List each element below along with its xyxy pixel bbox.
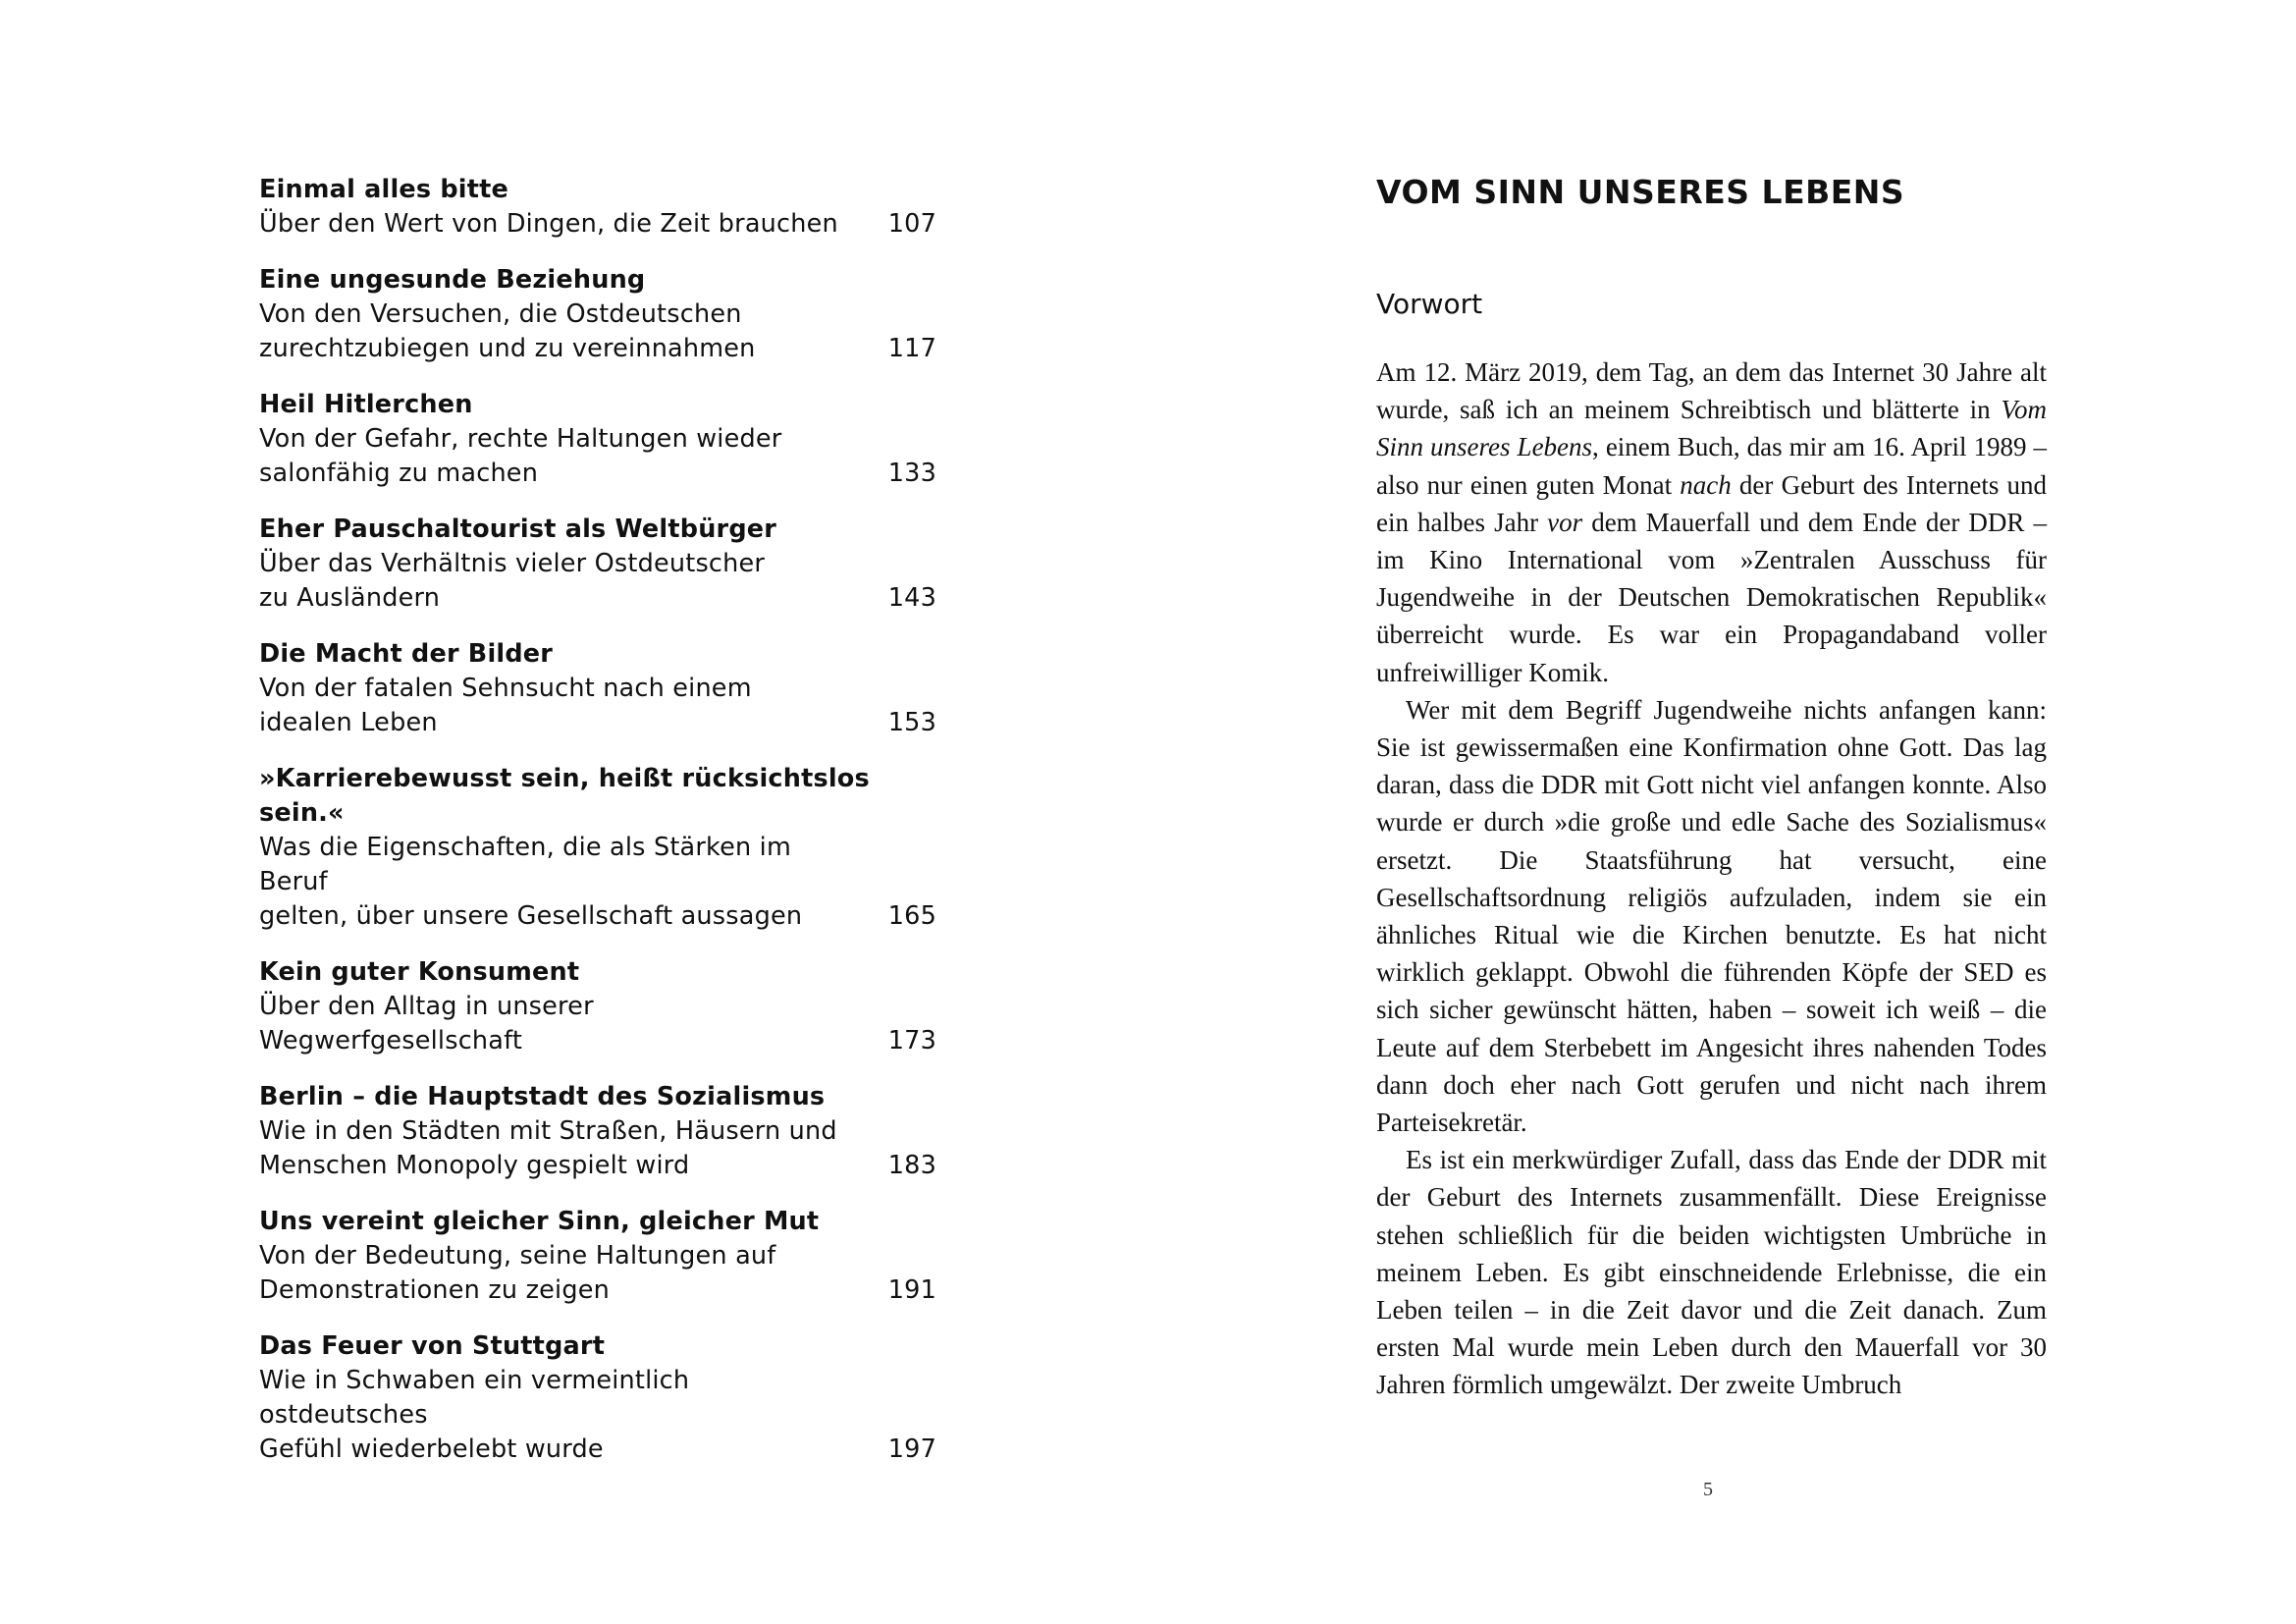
toc-entry <box>259 1080 936 1183</box>
toc-entry-subtitle: Über das Verhältnis vieler Ostdeutscher zu Ausländern <box>259 549 766 613</box>
emphasis: vor <box>1547 507 1583 537</box>
toc-entry-page: 183 <box>887 1151 936 1180</box>
toc-entry-title: Eher Pauschaltourist als Weltbürger <box>259 514 777 544</box>
page-number: 5 <box>1703 1479 1713 1500</box>
toc-entry-page: 153 <box>887 708 936 737</box>
book-title: VOM SINN UNSERES LEBENS <box>1376 173 1905 211</box>
toc-entry-page: 191 <box>887 1275 936 1305</box>
toc-entry-title: Heil Hitlerchen <box>259 390 473 419</box>
toc-entry-title: Eine ungesunde Beziehung <box>259 265 646 295</box>
toc-entry-subtitle: Wie in den Städten mit Straßen, Häusern und Menschen Monopoly gespielt wird <box>259 1116 837 1180</box>
text-run: der Geburt des Internets und ein halbes Jahr <box>1376 469 2048 537</box>
text-run: Am 12. März 2019, dem Tag, an dem das Internet 30 Jahre alt wurde, saß ich an meinem Schreibtisch und blätterte in <box>1376 357 2047 425</box>
toc-entry-subtitle: Von der fatalen Sehnsucht nach einem idealen Leben <box>259 674 752 737</box>
toc-entry-page: 117 <box>887 334 936 363</box>
toc-entry-page: 173 <box>887 1026 936 1056</box>
toc-entry <box>259 637 936 740</box>
toc-entry <box>259 263 936 366</box>
toc-entry <box>259 173 936 242</box>
paragraph: Es ist ein merkwürdiger Zufall, dass das Ende der DDR mit der Geburt des Internets zusammenfällt. Diese Ereignisse stehen schließlich für die beiden wichtigsten Umbrüche in meinem Leben. Es gibt einschneidende Erlebnisse, die ein Leben teilen – in die Zeit davor und die Zeit danach. Zum ersten Mal wurde mein Leben durch den Mauerfall vor 30 Jahren förmlich umgewälzt. Der zweite Umbruch <box>1376 1145 2047 1400</box>
toc-entry <box>259 955 936 1058</box>
toc-entry-page: 197 <box>887 1435 936 1464</box>
foreword-body <box>1376 353 2047 1404</box>
toc-entry-subtitle: Von der Bedeutung, seine Haltungen auf Demonstrationen zu zeigen <box>259 1241 776 1305</box>
paragraph <box>1376 353 2047 691</box>
toc-entry-page: 165 <box>887 901 936 931</box>
toc-entry-subtitle: Was die Eigenschaften, die als Stärken im Beruf gelten, über unsere Gesellschaft aussagen <box>259 833 803 931</box>
toc-entry-subtitle: Von den Versuchen, die Ostdeutschen zurechtzubiegen und zu vereinnahmen <box>259 299 756 363</box>
text-run: , einem Buch, das mir am 16. April 1989 – also nur einen guten Monat <box>1376 432 2048 500</box>
toc-entry-title: Berlin – die Hauptstadt des Sozialismus <box>259 1082 826 1111</box>
text-run: dem Mauerfall und dem Ende der DDR – im Kino International vom »Zentralen Ausschuss für Jugendweihe in der Deutschen Demokratischen Republik« überreicht wurde. Es war ein Propagandaband voller unfreiwilliger Komik. <box>1376 507 2048 687</box>
toc-entry-subtitle: Über den Wert von Dingen, die Zeit brauchen <box>259 209 838 239</box>
emphasis: nach <box>1680 469 1732 500</box>
toc-entry <box>259 1205 936 1308</box>
paragraph: Wer mit dem Begriff Jugendweihe nichts anfangen kann: Sie ist gewissermaßen eine Konfirmation ohne Gott. Das lag daran, dass die DDR mit Gott nicht viel anfangen konnte. Also wurde er durch »die große und edle Sache des Sozialismus« ersetzt. Die Staatsführung hat versucht, eine Gesellschaftsordnung religiös aufzuladen, indem sie ein ähnliches Ritual wie die Kirchen benutzte. Es hat nicht wirklich geklappt. Obwohl die führenden Köpfe der SED es sich sicher gewünscht hätten, haben – soweit ich weiß – die Leute auf dem Sterbebett im Angesicht ihres nahenden Todes dann doch eher nach Gott gerufen und nicht nach ihrem Parteisekretär. <box>1376 694 2047 1138</box>
toc-entry <box>259 1329 936 1467</box>
toc-entry-title: »Karrierebewusst sein, heißt rücksichtslos sein.« <box>259 764 870 828</box>
toc-entry <box>259 513 936 616</box>
toc-entry-subtitle: Von der Gefahr, rechte Haltungen wieder salonfähig zu machen <box>259 424 782 488</box>
toc-entry-page: 143 <box>887 583 936 613</box>
toc-entry-page: 133 <box>887 459 936 488</box>
toc-entry-title: Einmal alles bitte <box>259 175 509 204</box>
toc-entry-title: Das Feuer von Stuttgart <box>259 1331 606 1361</box>
toc-entry <box>259 388 936 491</box>
book-title-italic: Vom Sinn unseres Lebens <box>1376 395 2047 462</box>
toc-entry-title: Die Macht der Bilder <box>259 639 554 669</box>
toc-entry <box>259 762 936 934</box>
table-of-contents <box>259 173 936 1489</box>
toc-entry-title: Uns vereint gleicher Sinn, gleicher Mut <box>259 1207 820 1236</box>
toc-entry-subtitle: Über den Alltag in unserer Wegwerfgesellschaft <box>259 992 594 1056</box>
toc-entry-page: 107 <box>887 209 936 239</box>
toc-entry-title: Kein guter Konsument <box>259 957 580 987</box>
toc-entry-subtitle: Wie in Schwaben ein vermeintlich ostdeutsches Gefühl wiederbelebt wurde <box>259 1366 690 1464</box>
foreword-page <box>1376 165 2047 1404</box>
section-title: Vorwort <box>1376 288 1483 320</box>
